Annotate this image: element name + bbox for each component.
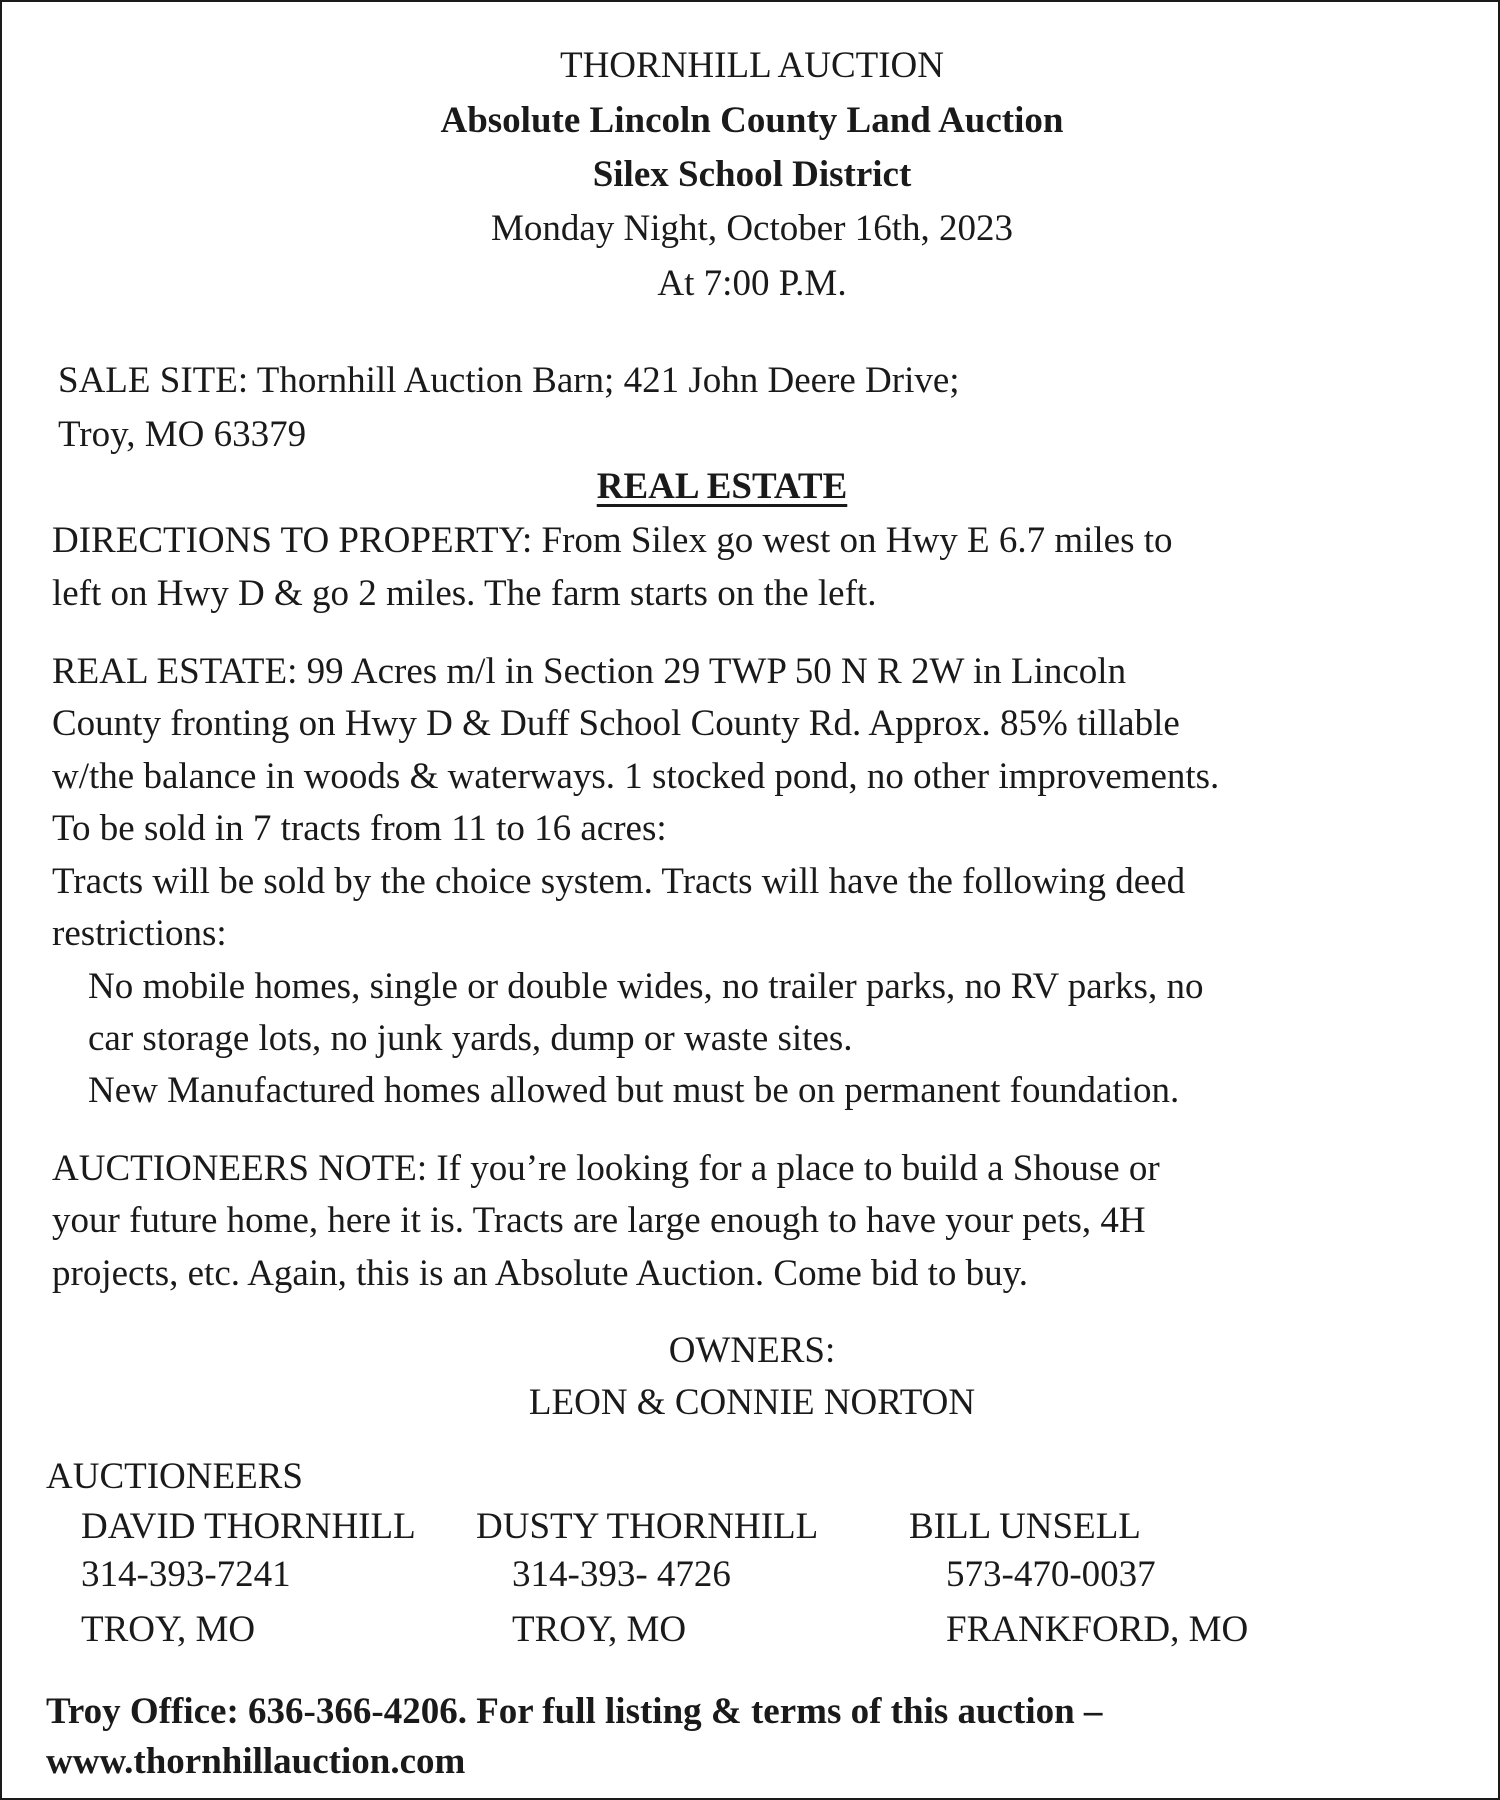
company-name: THORNHILL AUCTION <box>559 45 944 86</box>
restriction-2: New Manufactured homes allowed but must be on permanent foundation. <box>88 1070 1180 1111</box>
sale-site-line-2: Troy, MO 63379 <box>58 414 307 455</box>
owners-label: OWNERS: <box>668 1330 836 1371</box>
auctioneer-city-3: FRANKFORD, MO <box>946 1609 1249 1650</box>
auction-date: Monday Night, October 16th, 2023 <box>490 208 1014 249</box>
real-estate-line-5: Tracts will be sold by the choice system. Tracts will have the following deed <box>52 861 1186 902</box>
auctioneer-name-2: DUSTY THORNHILL <box>476 1506 819 1547</box>
sale-site-line-1: SALE SITE: Thornhill Auction Barn; 421 John Deere Drive; <box>58 360 960 401</box>
note-line-2: your future home, here it is. Tracts are large enough to have your pets, 4H <box>52 1200 1146 1241</box>
auctioneer-name-1: DAVID THORNHILL <box>81 1506 416 1547</box>
auction-title: Absolute Lincoln County Land Auction <box>440 100 1064 141</box>
footer-website[interactable]: www.thornhillauction.com <box>46 1741 466 1782</box>
real-estate-line-4: To be sold in 7 tracts from 11 to 16 acres: <box>52 808 667 849</box>
real-estate-line-1: REAL ESTATE: 99 Acres m/l in Section 29 TWP 50 N R 2W in Lincoln <box>52 651 1127 692</box>
owners-names: LEON & CONNIE NORTON <box>528 1382 976 1423</box>
note-line-3: projects, etc. Again, this is an Absolute Auction. Come bid to buy. <box>52 1253 1028 1294</box>
auctioneer-phone-2: 314-393- 4726 <box>512 1554 731 1595</box>
note-line-1: AUCTIONEERS NOTE: If you’re looking for a place to build a Shouse or <box>52 1148 1160 1189</box>
directions-line-1: DIRECTIONS TO PROPERTY: From Silex go west on Hwy E 6.7 miles to <box>52 520 1173 561</box>
footer-office-line: Troy Office: 636-366-4206. For full listing & terms of this auction – <box>46 1691 1103 1732</box>
restriction-1-line-1: No mobile homes, single or double wides, no trailer parks, no RV parks, no <box>88 966 1204 1007</box>
real-estate-heading: REAL ESTATE <box>596 466 848 507</box>
auctioneer-phone-3: 573-470-0037 <box>946 1554 1156 1595</box>
directions-line-2: left on Hwy D & go 2 miles. The farm starts on the left. <box>52 573 877 614</box>
real-estate-line-2: County fronting on Hwy D & Duff School County Rd. Approx. 85% tillable <box>52 703 1180 744</box>
school-district: Silex School District <box>592 154 912 195</box>
auctioneer-name-3: BILL UNSELL <box>909 1506 1141 1547</box>
auctioneer-phone-1: 314-393-7241 <box>81 1554 291 1595</box>
restriction-1-line-2: car storage lots, no junk yards, dump or waste sites. <box>88 1018 853 1059</box>
auction-time: At 7:00 P.M. <box>657 263 847 304</box>
auctioneer-city-1: TROY, MO <box>81 1609 256 1650</box>
auctioneers-label: AUCTIONEERS <box>46 1456 303 1497</box>
real-estate-line-3: w/the balance in woods & waterways. 1 stocked pond, no other improvements. <box>52 756 1220 797</box>
auctioneer-city-2: TROY, MO <box>512 1609 687 1650</box>
real-estate-line-6: restrictions: <box>52 913 227 954</box>
